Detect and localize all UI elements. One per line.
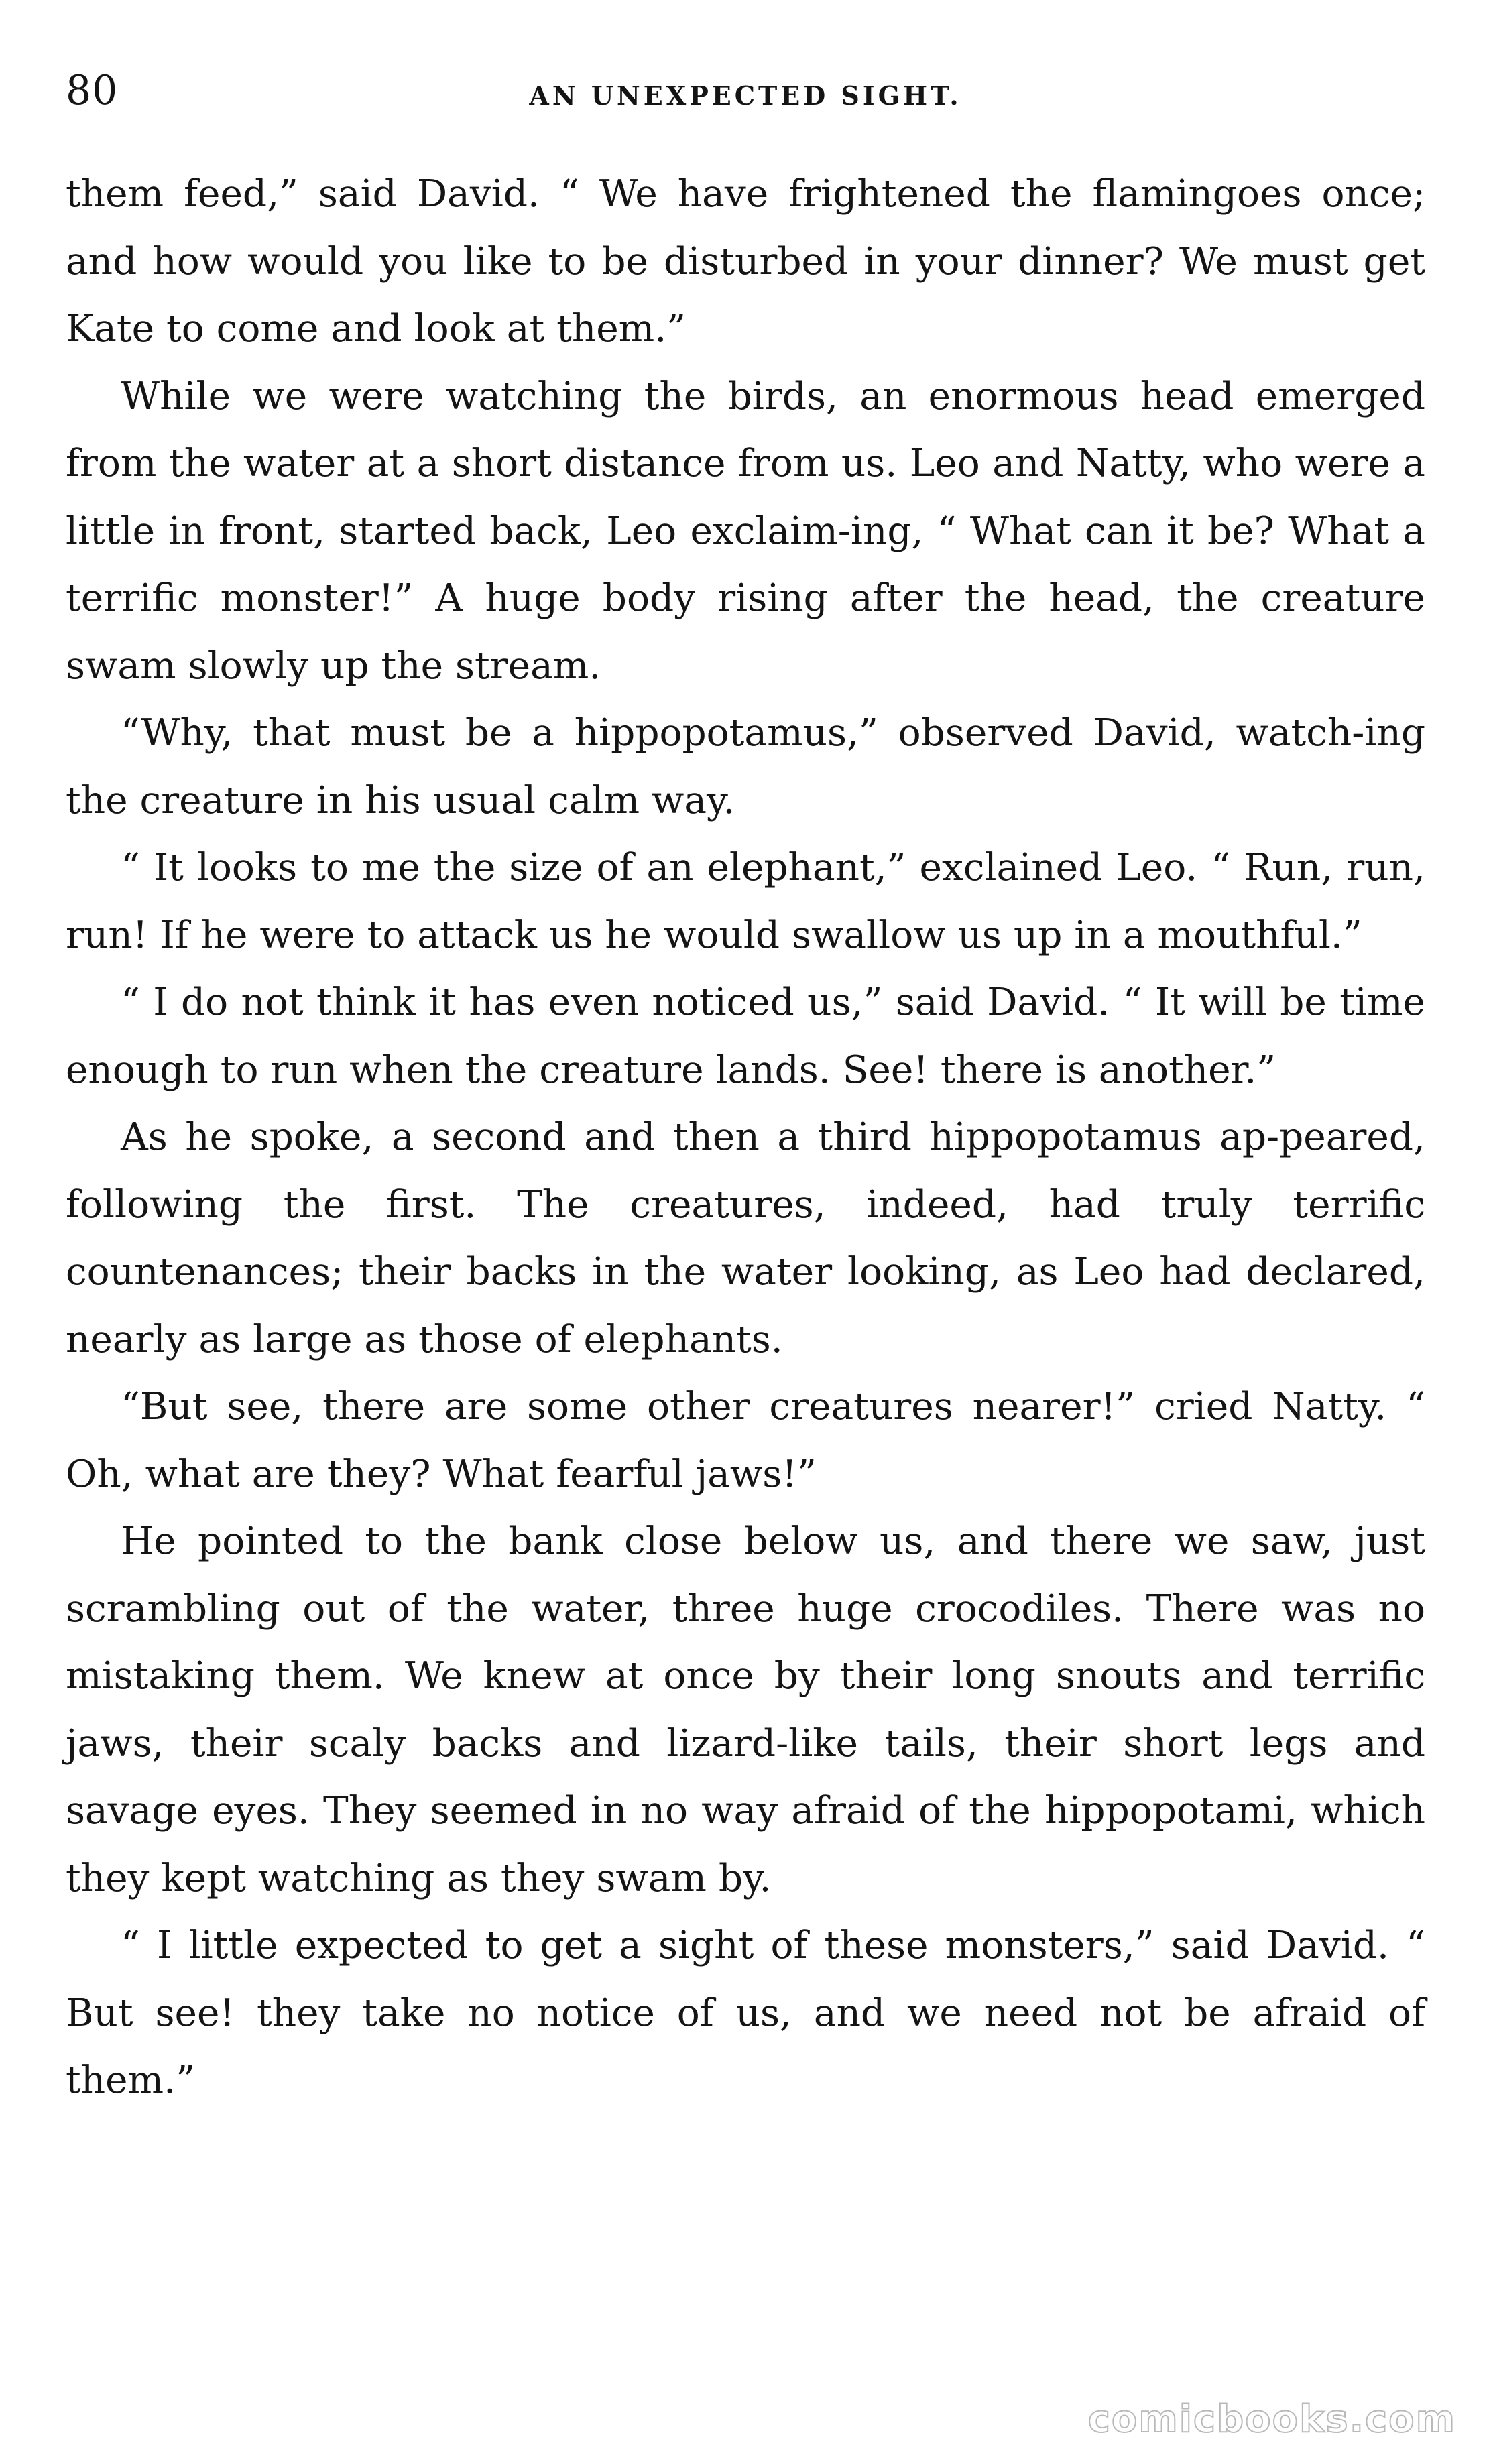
paragraph: While we were watching the birds, an enormous head emerged from the water at a short distance from us. Leo and Natty, who were a little in front, started back, Leo exclaim-ing, “ What can it be? What a terrific monster!” A huge body rising after the head, the creature swam slowly up the stream. [66,374,1425,688]
paragraph: “But see, there are some other creatures nearer!” cried Natty. “ Oh, what are they? What fearful jaws!” [66,1385,1425,1496]
paragraph: He pointed to the bank close below us, and there we saw, just scrambling out of the water, three huge crocodiles. There was no mistaking them. We knew at once by their long snouts and terrific jaws, their scaly backs and lizard-like tails, their short legs and savage eyes. They seemed in no way afraid of the hippopotami, which they kept watching as they swam by. [66,1520,1425,1900]
paragraph: “ I do not think it has even noticed us,” said David. “ It will be time enough to run when the creature lands. See! there is another.” [66,981,1425,1092]
paragraph: “ It looks to me the size of an elephant,” exclained Leo. “ Run, run, run! If he were to attack us he would swallow us up in a mouthful.” [66,846,1425,957]
paragraph: “Why, that must be a hippopotamus,” observed David, watch-ing the creature in his usual calm way. [66,711,1425,822]
running-head: AN UNEXPECTED SIGHT. [529,80,962,111]
page-header [66,64,1425,117]
body-text [66,161,1425,2115]
paragraph: As he spoke, a second and then a third hippopotamus ap-peared, following the first. The creatures, indeed, had truly terrific countenances; their backs in the water looking, as Leo had declared, nearly as large as those of elephants. [66,1115,1425,1361]
paragraph: “ I little expected to get a sight of these monsters,” said David. “ But see! they take no notice of us, and we need not be afraid of them.” [66,1924,1425,2102]
page-number: 80 [66,67,119,114]
paragraph-continued: them feed,” said David. “ We have frightened the flamingoes once; and how would you like to be disturbed in your dinner? We must get Kate to come and look at them.” [66,172,1425,351]
watermark: comicbooks.com [1087,2398,1456,2441]
